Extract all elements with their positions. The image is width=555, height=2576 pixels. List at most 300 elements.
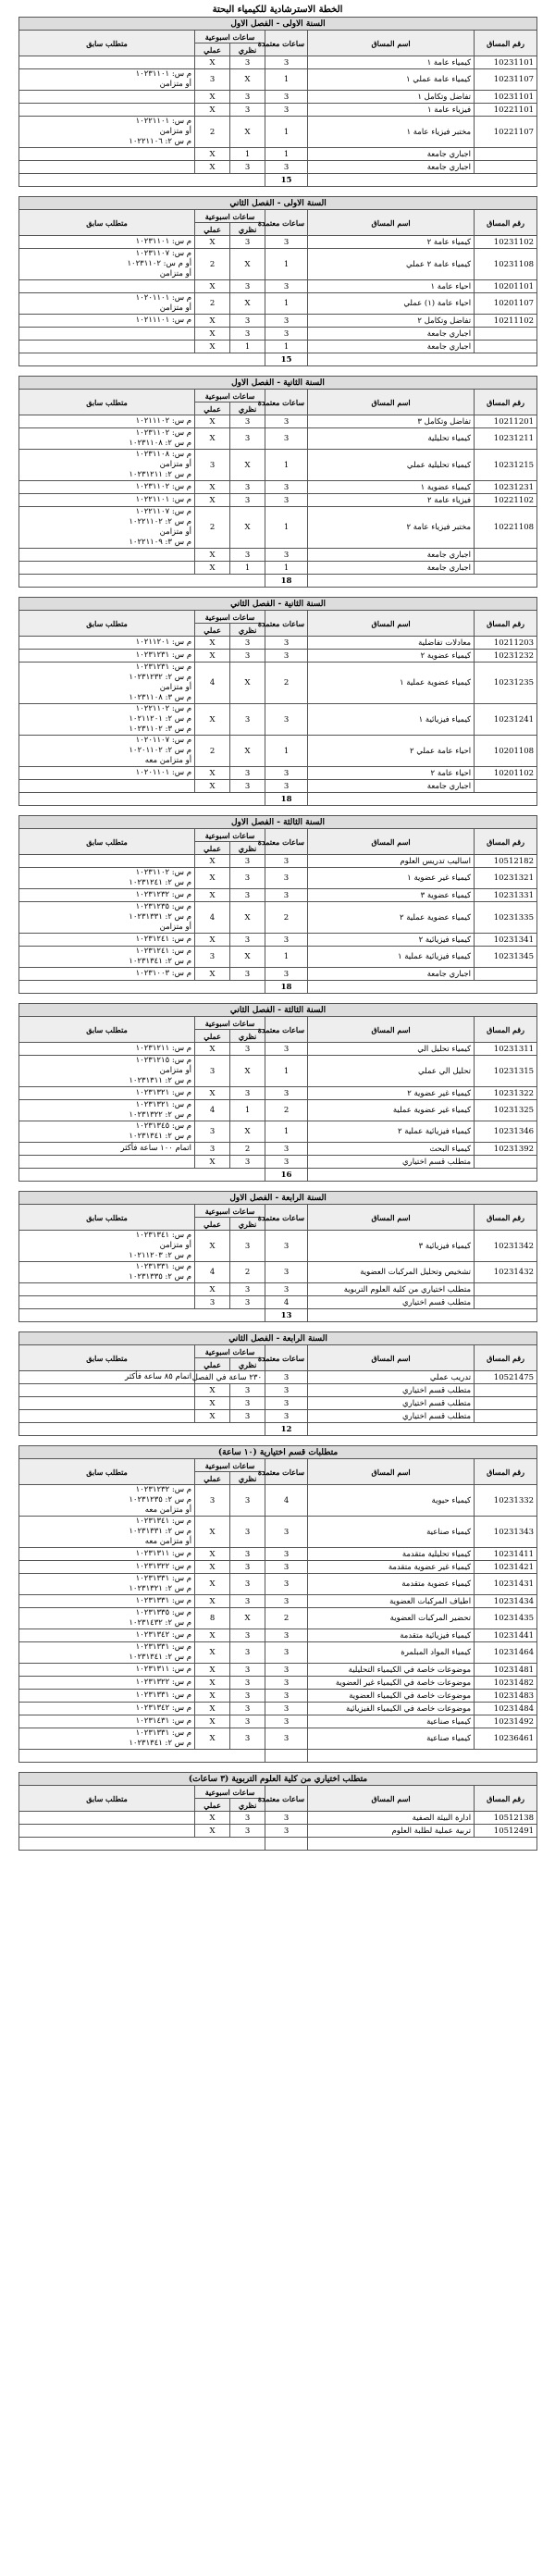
column-header-row [19,390,537,402]
prerequisite [19,1608,195,1629]
course-name: اجباري جامعة [308,161,475,174]
plan-section-table [18,376,537,588]
table-row [19,934,537,947]
table-row [19,1397,537,1410]
section-total-row [19,353,537,366]
theory-hours: 3 [230,549,265,562]
course-code: 10231392 [475,1143,537,1156]
prerequisite-line: م س ٣: ١٠٢٣١١٠٨ [129,693,192,702]
header-credits: ساعات معتمدة [265,611,308,637]
course-name: كيمياء المواد المبلمرة [308,1642,475,1664]
theory-hours: X [230,69,265,91]
prerequisite-line: م س: ١٠٢٣١١٠٧ [135,249,192,258]
column-header-row [19,1459,537,1472]
prerequisite-line: م س: ١٠٢٣١٣٢١ [135,1100,192,1109]
credit-hours: 3 [265,1642,308,1664]
course-name: كيمياء تحليلية متقدمة [308,1548,475,1561]
prerequisite-line: م س ٢: ١٠٢٣١٣٣٥ [129,1272,192,1282]
plan-section-table [18,1331,537,1436]
course-code: 10231343 [475,1517,537,1548]
practical-hours: X [195,104,230,117]
prerequisite [19,1371,195,1384]
theory-hours: 3 [230,650,265,663]
course-code: 10231102 [475,236,537,249]
prerequisite-line: م س: ١٠٢٣١٣٤١ [135,1231,192,1240]
plan-section-table [18,1003,537,1182]
theory-hours: 3 [230,868,265,889]
table-row [19,1703,537,1715]
prerequisite [19,249,195,280]
theory-hours: X [230,736,265,767]
total-spacer [19,1169,265,1182]
theory-hours: 3 [230,1231,265,1262]
credit-hours: 1 [265,117,308,148]
course-name: اجباري جامعة [308,549,475,562]
header-prereq: متطلب سابق [19,1345,195,1371]
table-row [19,1156,537,1169]
header-theory: نظري [230,223,265,236]
prerequisite [19,704,195,736]
course-code [475,148,537,161]
practical-hours: X [195,1231,230,1262]
credit-hours: 1 [265,293,308,315]
prerequisite-line: أو متزامن [159,460,192,469]
theory-hours: 1 [230,562,265,575]
prerequisite [19,1825,195,1838]
theory-hours: 3 [230,1517,265,1548]
prerequisite [19,341,195,353]
practical-hours: 2 [195,507,230,549]
prerequisite [19,1677,195,1690]
practical-hours: X [195,1410,230,1423]
prerequisite [19,236,195,249]
table-row [19,293,537,315]
header-theory: نظري [230,402,265,415]
course-name: موضوعات خاصة في الكيمياء التحليلية [308,1664,475,1677]
section-total-row [19,1750,537,1763]
course-name: تفاضل وتكامل ٣ [308,415,475,428]
prerequisite [19,1715,195,1728]
prerequisite-line: م س: ١٠٢١١٢٠١ [135,638,192,647]
prerequisite-line: م س ٢: ١٠٢٢١١٠٢ [129,517,192,526]
course-code: 10231325 [475,1100,537,1121]
credit-hours: 3 [265,481,308,494]
credit-hours: 3 [265,161,308,174]
column-header-row [19,1786,537,1799]
total-spacer [308,353,537,366]
course-code: 10231341 [475,934,537,947]
table-row [19,507,537,549]
prerequisite [19,1629,195,1642]
course-code: 10231431 [475,1574,537,1595]
prerequisite-line: م س: ١٠٢٣١٣٣١ [135,1728,192,1738]
prerequisite-line: م س: ١٠٢٣١١٠٢ [135,868,191,877]
prerequisite-line: م س: ١٠٢٣١٢٣٢ [135,1485,192,1494]
course-code: 10231315 [475,1056,537,1087]
theory-hours: 3 [230,1812,265,1825]
table-row [19,855,537,868]
course-name: كيمياء فيزيائية ٣ [308,1231,475,1262]
prerequisite [19,868,195,889]
credit-hours: 3 [265,56,308,69]
theory-hours: X [230,1121,265,1143]
section-total-hours [265,1838,308,1851]
course-name: مختبر فيزياء عامة ٢ [308,507,475,549]
credit-hours: 4 [265,1296,308,1309]
table-row [19,415,537,428]
table-row [19,56,537,69]
section-total-row [19,1169,537,1182]
table-row [19,69,537,91]
header-theory: نظري [230,1030,265,1043]
course-name: متطلب قسم اختياري [308,1156,475,1169]
theory-hours: 2 [230,1262,265,1283]
total-spacer [308,793,537,806]
table-row [19,1664,537,1677]
header-name: اسم المساق [308,829,475,855]
table-row [19,1371,537,1384]
prerequisite-line: م س: ١٠٢٣١٣٤١ [135,1517,192,1526]
credit-hours: 3 [265,855,308,868]
header-practical: عملي [195,1472,230,1485]
prerequisite [19,1410,195,1423]
section-total-row [19,981,537,994]
theory-hours: 3 [230,1410,265,1423]
theory-hours: 3 [230,236,265,249]
theory-hours: 3 [230,780,265,793]
header-credits: ساعات معتمدة [265,829,308,855]
prerequisite [19,1100,195,1121]
course-code: 10231321 [475,868,537,889]
prerequisite [19,902,195,934]
practical-hours: X [195,1574,230,1595]
course-name: تحليل الي عملي [308,1056,475,1087]
practical-hours: X [195,1595,230,1608]
prerequisite-line: م س: ١٠٢٣١٢٤١ [135,947,191,956]
course-code: 10231464 [475,1642,537,1664]
credit-hours: 2 [265,1100,308,1121]
practical-hours: X [195,704,230,736]
practical-hours: X [195,315,230,328]
prerequisite-line: م س: ١٠٢٣١١٠٢ [135,428,192,438]
course-code: 10231482 [475,1677,537,1690]
header-weekly: ساعات اسبوعية [195,1786,265,1799]
prerequisite-line: م س: ١٠٢٢١١٠١ [135,495,192,504]
prerequisite-line: م س ٢: ١٠٢٣١٢٣٢ [129,673,192,682]
prerequisite-line: م س: ١٠٢٣١٤٣١ [135,1716,192,1726]
course-name: فيزياء عامة ١ [308,104,475,117]
prerequisite-line: م س: ١٠٢٣١٣٤٢ [135,1630,192,1640]
practical-hours: X [195,1384,230,1397]
header-name: اسم المساق [308,210,475,236]
theory-hours: 3 [230,1677,265,1690]
prerequisite [19,549,195,562]
table-row [19,1642,537,1664]
credit-hours: 3 [265,1595,308,1608]
total-spacer [19,793,265,806]
table-row [19,1825,537,1838]
header-theory: نظري [230,1799,265,1812]
course-code: 10231332 [475,1485,537,1517]
theory-hours: 1 [230,148,265,161]
prerequisite-line: م س ٢: ١٠٢٣١٢٤١ [129,878,191,887]
theory-hours: 3 [230,315,265,328]
practical-hours: X [195,767,230,780]
header-weekly: ساعات اسبوعية [195,1017,265,1030]
credit-hours: 1 [265,249,308,280]
header-name: اسم المساق [308,390,475,415]
prerequisite-line: م س ٢: ١٠٢٢١١٠٦ [129,137,192,146]
document [18,0,536,1851]
prerequisite-line: م س ٢: ١٠٢٣١٣٤١ [129,1739,192,1748]
course-name: اجباري جامعة [308,968,475,981]
practical-hours: X [195,494,230,507]
total-spacer [308,1750,537,1763]
header-credits: ساعات معتمدة [265,210,308,236]
practical-hours: X [195,1825,230,1838]
prerequisite [19,736,195,767]
credit-hours: 3 [265,1043,308,1056]
theory-hours: 3 [230,968,265,981]
column-header-row [19,1205,537,1218]
course-code: 10231345 [475,947,537,968]
prerequisite-line: م س: ١٠٢٢١١٠٧ [135,507,192,516]
section-title-row [19,197,537,210]
header-practical: عملي [195,624,230,637]
practical-hours: X [195,855,230,868]
prerequisite-line: م س: ١٠٢٣١١٠٢ [135,482,192,491]
header-theory: نظري [230,1218,265,1231]
prerequisite-line: م س: ١٠٢٣١١٠٨ [135,450,192,459]
credit-hours: 3 [265,1087,308,1100]
table-row [19,161,537,174]
prerequisite-line: م س ٢: ١٠٢٣١٣٣١ [129,912,191,922]
prerequisite-line: م س: ١٠٢٣١٢١٥ [135,1056,192,1065]
theory-hours: 3 [230,328,265,341]
header-name: اسم المساق [308,611,475,637]
theory-hours: 3 [230,1087,265,1100]
theory-hours: 1 [230,1100,265,1121]
theory-hours: X [230,117,265,148]
table-row [19,1485,537,1517]
section-total-row [19,1423,537,1436]
table-row [19,1100,537,1121]
theory-hours: 3 [230,161,265,174]
prerequisite [19,293,195,315]
course-code: 10231101 [475,56,537,69]
theory-hours: 3 [230,494,265,507]
prerequisite [19,1561,195,1574]
header-weekly: ساعات اسبوعية [195,829,265,842]
section-total-row [19,174,537,187]
header-prereq: متطلب سابق [19,829,195,855]
course-code: 10231492 [475,1715,537,1728]
course-name: كيمياء عضوية عملية ٢ [308,902,475,934]
course-code [475,1283,537,1296]
plan-section-table [18,1191,537,1322]
course-code: 10231107 [475,69,537,91]
theory-hours: X [230,507,265,549]
practical-hours: X [195,1561,230,1574]
table-row [19,428,537,450]
practical-hours: X [195,1087,230,1100]
header-practical: عملي [195,43,230,56]
section-title: السنة الثالثة - الفصل الاول [19,816,537,829]
header-practical: عملي [195,402,230,415]
prerequisite [19,69,195,91]
course-name: اجباري جامعة [308,148,475,161]
header-name: اسم المساق [308,1459,475,1485]
course-code [475,1296,537,1309]
prerequisite [19,663,195,704]
section-total-row [19,793,537,806]
total-spacer [19,981,265,994]
header-code: رقم المساق [475,1205,537,1231]
prerequisite [19,1595,195,1608]
header-practical: عملي [195,1358,230,1371]
course-code [475,1397,537,1410]
header-prereq: متطلب سابق [19,390,195,415]
course-name: تربية عملية لطلبة العلوم [308,1825,475,1838]
course-code [475,1384,537,1397]
credit-hours: 3 [265,315,308,328]
course-code: 10231215 [475,450,537,481]
theory-hours: 3 [230,1595,265,1608]
table-row [19,947,537,968]
credit-hours: 3 [265,1703,308,1715]
column-header-row [19,210,537,223]
credit-hours: 3 [265,236,308,249]
practical-hours: 2 [195,736,230,767]
course-code [475,341,537,353]
prerequisite-line: أو متزامن [159,527,192,537]
credit-hours: 3 [265,1629,308,1642]
practical-hours: X [195,1664,230,1677]
table-row [19,1574,537,1595]
credit-hours: 3 [265,1517,308,1548]
section-title: السنة الرابعة - الفصل الاول [19,1192,537,1205]
credit-hours: 1 [265,450,308,481]
prerequisite [19,1087,195,1100]
header-name: اسم المساق [308,1345,475,1371]
practical-hours: X [195,1728,230,1750]
header-weekly: ساعات اسبوعية [195,1205,265,1218]
table-row [19,1121,537,1143]
section-total-hours: 13 [265,1309,308,1322]
theory-hours: 3 [230,1397,265,1410]
practical-hours: X [195,328,230,341]
prerequisite-line: م س ٢: ١٠٢٣١٤٣٢ [129,1618,192,1628]
section-title-row [19,1773,537,1786]
course-code: 10231421 [475,1561,537,1574]
course-name: كيمياء حيوية [308,1485,475,1517]
section-total-row [19,1309,537,1322]
theory-hours: 3 [230,889,265,902]
practical-hours: X [195,1715,230,1728]
practical-hours: X [195,1629,230,1642]
prerequisite [19,507,195,549]
credit-hours: 3 [265,280,308,293]
course-name: كيمياء تحليلية عملي [308,450,475,481]
section-total-hours: 15 [265,174,308,187]
theory-hours: 3 [230,104,265,117]
header-prereq: متطلب سابق [19,611,195,637]
course-name: كيمياء فيزيائية متقدمة [308,1629,475,1642]
prerequisite-line: م س ٣: ١٠٢٢١١٠٩ [129,538,192,547]
theory-hours: 3 [230,1283,265,1296]
header-practical: عملي [195,1030,230,1043]
section-total-hours: 12 [265,1423,308,1436]
table-row [19,549,537,562]
practical-hours: X [195,280,230,293]
course-name: كيمياء غير عضوية متقدمة [308,1561,475,1574]
practical-hours: 4 [195,1100,230,1121]
course-name: تفاضل وتكامل ٢ [308,315,475,328]
credit-hours: 3 [265,1371,308,1384]
practical-hours: X [195,161,230,174]
section-title: السنة الثانية - الفصل الاول [19,377,537,390]
column-header-row [19,1017,537,1030]
course-code: 10231232 [475,650,537,663]
sections-container [18,17,536,1851]
prerequisite-line: م س: ١٠٢٣١٣٤٥ [135,1121,192,1131]
header-credits: ساعات معتمدة [265,1017,308,1043]
prerequisite-line: م س ٢: ١٠٢٣١٣٣١ [129,1527,192,1536]
total-spacer [19,353,265,366]
section-title: متطلب اختياري من كلية العلوم التربوية (٣ ساعات) [19,1773,537,1786]
header-credits: ساعات معتمدة [265,390,308,415]
plan-section-table [18,1772,537,1851]
credit-hours: 1 [265,562,308,575]
total-spacer [308,1169,537,1182]
prerequisite-line: اتمام ٨٥ ساعة فأكثر [125,1372,192,1381]
credit-hours: 3 [265,1574,308,1595]
practical-hours: 3 [195,1485,230,1517]
credit-hours: 3 [265,868,308,889]
theory-hours: X [230,249,265,280]
credit-hours: 3 [265,1548,308,1561]
table-row [19,663,537,704]
table-row [19,1561,537,1574]
theory-hours: 2 [230,1143,265,1156]
theory-hours: 3 [230,1485,265,1517]
practical-hours: X [195,1156,230,1169]
practical-hours: X [195,780,230,793]
prerequisite [19,650,195,663]
course-code: 10231108 [475,249,537,280]
prerequisite [19,161,195,174]
practical-hours: X [195,1642,230,1664]
section-title-row [19,18,537,31]
credit-hours: 3 [265,1397,308,1410]
table-row [19,1728,537,1750]
course-name: كيمياء عضوية ١ [308,481,475,494]
course-name: كيمياء فيزيائية ١ [308,704,475,736]
prerequisite [19,1690,195,1703]
course-name: ادارة البيئة الصفية [308,1812,475,1825]
prerequisite-line: م س ٢: ١٠٢٣١١٠٨ [129,439,192,448]
theory-hours: X [230,947,265,968]
course-name: كيمياء فيزيائية عملية ٢ [308,1121,475,1143]
prerequisite-line: أو متزامن [159,1066,192,1075]
practical-hours: X [195,1690,230,1703]
course-name: تشخيص وتحليل المركبات العضوية [308,1262,475,1283]
course-code: 10231342 [475,1231,537,1262]
practical-hours: X [195,1548,230,1561]
course-code: 10231441 [475,1629,537,1642]
course-code: 10231481 [475,1664,537,1677]
practical-hours: X [195,56,230,69]
